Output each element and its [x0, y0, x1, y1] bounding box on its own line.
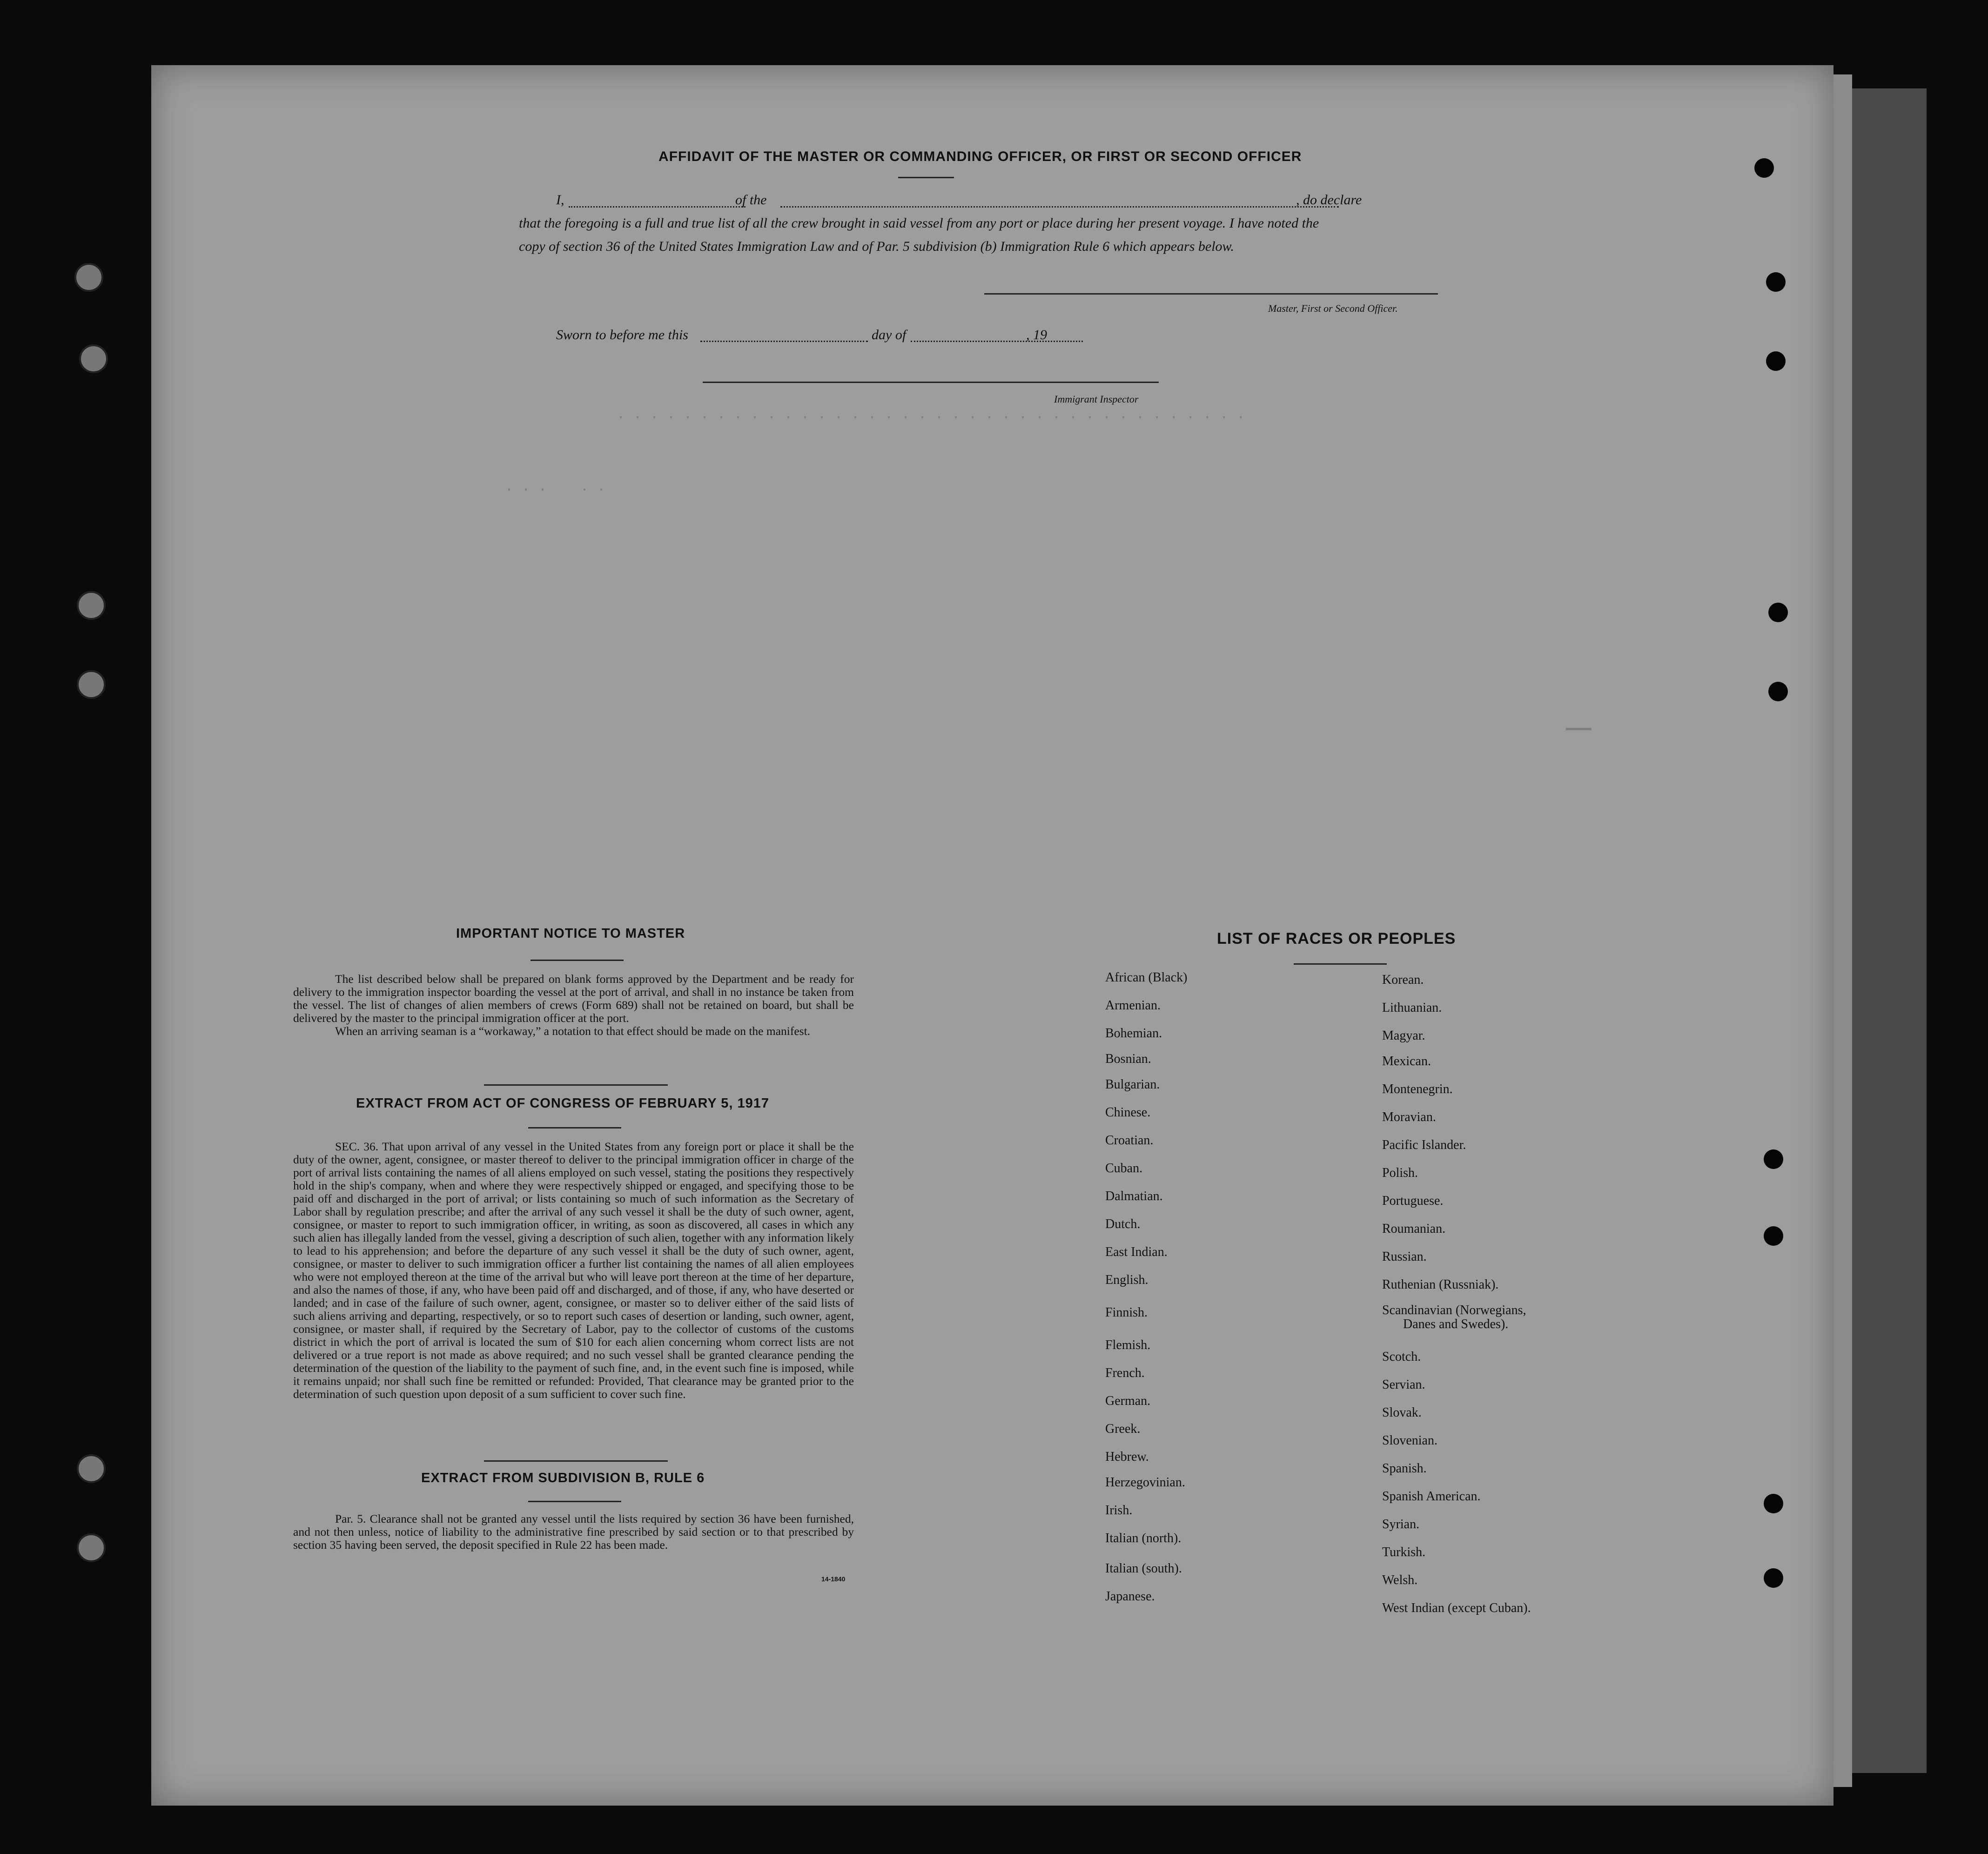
affidavit-line-3: copy of section 36 of the United States Immigration Law and of Par. 5 subdivision (b) Immigration Rule 6 which appears below.: [519, 239, 1234, 254]
race-item: Dalmatian.: [1105, 1189, 1163, 1203]
binder-hole: [77, 1533, 106, 1562]
sworn-year: , 19: [1026, 327, 1047, 343]
form-number: 14-1840: [821, 1575, 846, 1583]
race-item: Welsh.: [1382, 1573, 1418, 1587]
binder-hole: [1764, 1149, 1783, 1169]
race-item: Bulgarian.: [1105, 1077, 1160, 1092]
race-item: Portuguese.: [1382, 1194, 1444, 1208]
race-item: Chinese.: [1105, 1105, 1151, 1120]
signature-line: [984, 293, 1438, 295]
race-item: African (Black): [1105, 970, 1188, 985]
race-item: East Indian.: [1105, 1245, 1168, 1259]
inspector-label: Immigrant Inspector: [1054, 393, 1139, 405]
affidavit-of-the-label: of the: [735, 192, 767, 208]
race-item: Italian (north).: [1105, 1531, 1182, 1545]
binder-hole: [77, 591, 106, 620]
race-item: Pacific Islander.: [1382, 1138, 1466, 1152]
race-item: West Indian (except Cuban).: [1382, 1601, 1531, 1615]
binder-hole: [1768, 682, 1788, 701]
bleed-through-mark: ━━━: [1566, 723, 1592, 739]
affidavit-title: AFFIDAVIT OF THE MASTER OR COMMANDING OFFICER, OR FIRST OR SECOND OFFICER: [658, 149, 1302, 164]
act-extract-title: EXTRACT FROM ACT OF CONGRESS OF FEBRUARY 5, 1917: [356, 1096, 770, 1111]
binder-hole: [77, 1454, 106, 1483]
binder-hole: [1764, 1568, 1783, 1588]
vessel-blank: [780, 206, 1339, 208]
binder-hole: [1768, 603, 1788, 622]
race-item: Syrian.: [1382, 1517, 1420, 1532]
race-item: Cuban.: [1105, 1161, 1143, 1176]
race-item: Montenegrin.: [1382, 1082, 1453, 1096]
divider: [898, 177, 954, 178]
divider: [1294, 963, 1387, 965]
race-item: Greek.: [1105, 1422, 1141, 1436]
race-item: English.: [1105, 1273, 1148, 1287]
race-item: Armenian.: [1105, 998, 1161, 1013]
race-item: Korean.: [1382, 973, 1424, 987]
notice-body: [293, 973, 854, 1038]
race-item: Italian (south).: [1105, 1561, 1182, 1576]
notice-paragraph: When an arriving seaman is a “workaway,” a notation to that effect should be made on the manifest.: [335, 1024, 811, 1038]
race-item: Spanish.: [1382, 1461, 1427, 1476]
affidavit-declare-label: , do declare: [1296, 192, 1362, 208]
inspector-signature-line: [703, 382, 1159, 383]
race-item: Hebrew.: [1105, 1450, 1149, 1464]
notice-paragraph: The list described below shall be prepared on blank forms approved by the Department and be ready for delivery to the immigration inspector boarding the vessel at the port of arrival, and shall in no instance be taken from the vessel. The list of changes of alien members of crews (Form 689) shall not be retained on board, but shall be delivered by the master to the principal immigration officer at the port.: [293, 972, 854, 1025]
binder-hole: [1764, 1226, 1783, 1246]
race-item: Magyar.: [1382, 1028, 1425, 1043]
race-item: Herzegovinian.: [1105, 1475, 1185, 1490]
race-item: Turkish.: [1382, 1545, 1426, 1559]
race-item: Danes and Swedes).: [1403, 1317, 1509, 1331]
binder-hole: [77, 670, 106, 699]
race-item: Croatian.: [1105, 1133, 1154, 1148]
rule-extract-title: EXTRACT FROM SUBDIVISION B, RULE 6: [421, 1471, 705, 1485]
race-item: Bosnian.: [1105, 1052, 1151, 1066]
race-item: French.: [1105, 1366, 1145, 1380]
race-item: Lithuanian.: [1382, 1001, 1442, 1015]
race-item: Scandinavian (Norwegians,: [1382, 1303, 1526, 1317]
rule-extract-text: Par. 5. Clearance shall not be granted any vessel until the lists required by section 36 have been furnished, and not then unless, notice of liability to the administrative fine prescribed by said section or to that prescribed by section 35 having been served, the deposit specified in Rule 22 has been made.: [293, 1512, 854, 1552]
name-blank: [569, 206, 746, 208]
divider: [528, 1127, 621, 1129]
divider: [531, 960, 624, 961]
race-item: Moravian.: [1382, 1110, 1436, 1124]
notice-title: IMPORTANT NOTICE TO MASTER: [456, 926, 685, 941]
race-item: German.: [1105, 1394, 1151, 1408]
race-item: Polish.: [1382, 1166, 1418, 1180]
race-item: Japanese.: [1105, 1589, 1155, 1604]
sworn-prefix: Sworn to before me this: [556, 327, 688, 343]
races-title: LIST OF RACES OR PEOPLES: [1217, 930, 1456, 947]
race-item: Scotch.: [1382, 1350, 1421, 1364]
divider: [484, 1460, 668, 1462]
binder-hole: [1764, 1494, 1783, 1513]
affidavit-line-2: that the foregoing is a full and true list of all the crew brought in said vessel from any port or place during her present voyage. I have noted the: [519, 215, 1319, 231]
affidavit-i-label: I,: [556, 192, 564, 208]
binder-hole: [79, 344, 108, 373]
race-item: Ruthenian (Russniak).: [1382, 1277, 1499, 1292]
signature-label: Master, First or Second Officer.: [1268, 302, 1398, 314]
bleed-through-mark: . . . . . . . . . . . . . . . . . . . . . . . . . . . . . . . . . . . . . .: [617, 407, 1245, 423]
race-item: Servian.: [1382, 1377, 1425, 1392]
race-item: Irish.: [1105, 1503, 1133, 1518]
sworn-day-of: day of: [872, 327, 907, 343]
divider: [528, 1501, 621, 1502]
race-item: Dutch.: [1105, 1217, 1141, 1231]
act-extract-text: SEC. 36. That upon arrival of any vessel in the United States from any foreign port or place it shall be the duty of the owner, agent, consignee, or master thereof to deliver to the principal immigration officer in charge of the port of arrival lists containing the names of all aliens employed on such vessel, stating the positions they respectively hold in the ship's company, when and where they were respectively shipped or engaged, and specifying those to be paid off and discharged in the port of arrival; or lists containing so much of such information as the Secretary of Labor shall by regulation prescribe; and after the arrival of any such vessel it shall be the duty of such owner, agent, consignee, or master to report to such immigration officer, in writing, as soon as discovered, all cases in which any such alien has illegally landed from the vessel, giving a description of such alien, together with any information likely to lead to his apprehension; and before the departure of any such vessel it shall be the duty of such owner, agent, consignee, or master to deliver to such immigration officer a further list containing the names of all alien employees who were not employed thereon at the time of the arrival but who will leave port thereon at the time of her departure, and also the names of those, if any, who have been paid off and discharged, and of those, if any, who have deserted or landed; and in case of the failure of such owner, agent, consignee, or master so to deliver either of the said lists of such aliens arriving and departing, respectively, or so to report such cases of desertion or landing, such owner, agent, consignee, or master shall, if required by the Secretary of Labor, pay to the collector of customs of the customs district in which the port of arrival is located the sum of $10 for each alien concerning whom correct lists are not delivered or a true report is not made as above required; and no such vessel shall be granted clearance pending the determination of the question of the liability to the payment of such fine, and, in the event such fine is imposed, while it remains unpaid; nor shall such fine be remitted or refunded: Provided, That clearance may be granted prior to the determination of such question upon deposit of a sum sufficient to cover such fine.: [293, 1140, 854, 1401]
race-item: Spanish American.: [1382, 1489, 1481, 1504]
race-item: Slovak.: [1382, 1405, 1422, 1420]
race-item: Bohemian.: [1105, 1026, 1162, 1041]
binder-hole: [1766, 351, 1786, 371]
race-item: Flemish.: [1105, 1338, 1151, 1352]
binder-hole: [1754, 158, 1774, 178]
manifest-page: [151, 65, 1834, 1806]
race-item: Finnish.: [1105, 1305, 1148, 1320]
bleed-through-mark: . . . . .: [505, 479, 606, 495]
sworn-month-blank: [911, 341, 1083, 342]
binder-hole: [74, 263, 103, 292]
race-item: Roumanian.: [1382, 1222, 1446, 1236]
race-item: Mexican.: [1382, 1054, 1431, 1068]
race-item: Slovenian.: [1382, 1433, 1437, 1448]
sworn-day-blank: [700, 341, 868, 342]
divider: [484, 1084, 668, 1086]
race-item: Russian.: [1382, 1249, 1427, 1264]
binder-hole: [1766, 272, 1786, 292]
